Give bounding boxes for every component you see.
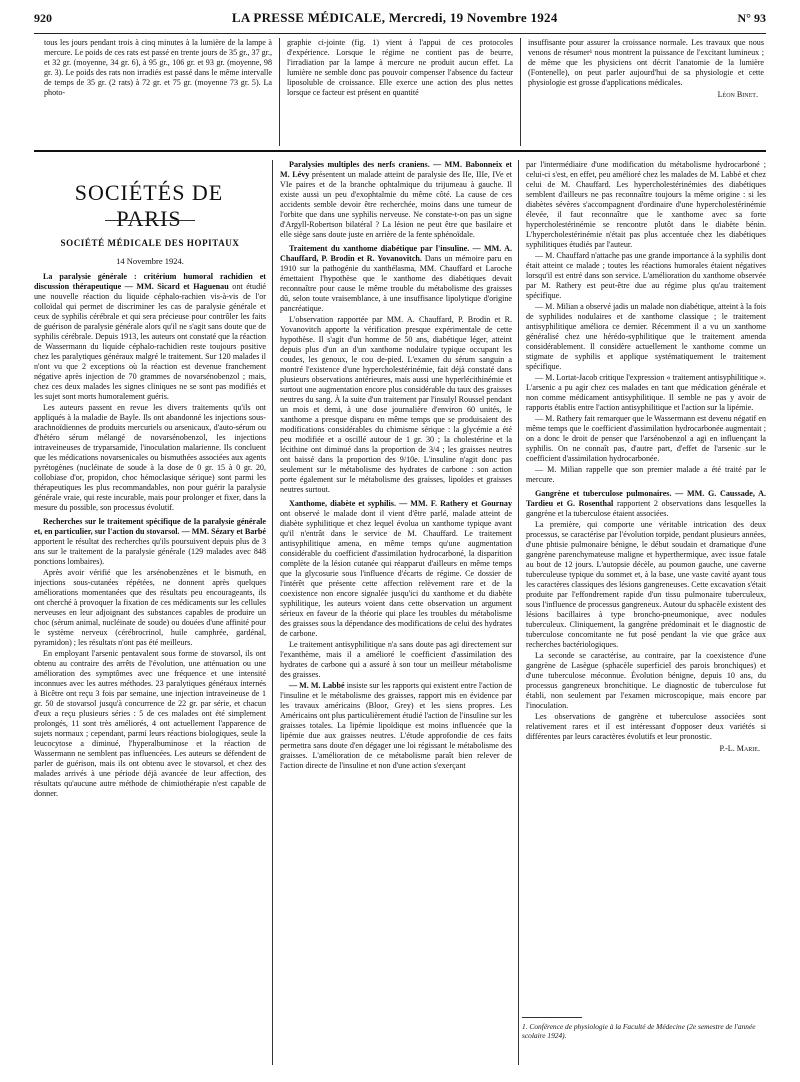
article-text: ont étudié une nouvelle réaction du liquide céphalo-rachien vis-à-vis de l'or colloïdal qui permet de discriminer les cas de paralysie générale et ceux de syphilis cérébrale et qui sera précieuse pour contrôler les faits de guérison de paralysie générale alors qu'il ne s'agit sans doute que de syphilis cérébrale. Depuis 1913, les auteurs ont constaté que la réaction de Wassermann du liquide céphalo-rachidien reste toujours positive chez les paralytiques généraux malgré le traitement. Sur 120 malades il n'ont vu que 2 exceptions où la réaction est devenue franchement négative après injection de 70 grammes de novarsénobenzol ; mais, chez ces deux malades les signes cliniques ne se sont pas modifiés et les sujet sont morts humoralement guéris. bbox=[34, 282, 266, 401]
author-signature: Léon Binet. bbox=[717, 90, 758, 99]
society-name: SOCIÉTÉ MÉDICALE DES HOPITAUX bbox=[60, 238, 240, 248]
author-signature: P.-L. Marie. bbox=[719, 744, 760, 753]
article-gangrene-tuberculose bbox=[526, 489, 766, 519]
article-paragraph: Les auteurs passent en revue les divers traitements qu'ils ont appliqués à la maladie de Bayle. Ils ont abandonné les injections sous-arachnoïdiennes de produits mercuriels ou arsenicaux, d'auto-sérum ou d'hétéro sérum mélangé de novarsénobenzol, les injections intraveineuses de tryparsamide, l'inoculation malarienne. Ils concluent que les médications novarsenicales ou bismuthées associées aux agents pyrétogènes (nucléinate de soude à la dose de 0 gr. 15 à 0 gr. 20, collobiase d'or, propidon, choc hémoclasique sérique) sont parmi les thérapeutiques les plus recommandables, non pour guérir la paralysie générale vraie, qui reste incurable, mais pour prolonger et fixer, dans la mesure du possible, son processus évolutif. bbox=[34, 403, 266, 512]
header-rule bbox=[34, 33, 766, 34]
article-text: apportent le résultat des recherches qu'ils poursuivent depuis plus de 3 ans sur le traitement de la paralysie générale (129 malades avec 848 ponctions lombaires). bbox=[34, 537, 266, 566]
top-col1-text: tous les jours pendant trois à cinq minutes à la lumière de la lampe à mercure. Le poids de ces rats est passé en trente jours de 35 gr., 37 gr., et 32 gr. (moyenne, 34 gr. 6), à 95 gr., 106 gr. et 93 gr. (moyenne, 98 gr. 3). Le poids des rats non irradiés est passé dans le même intervalle de temps de 35 gr. (2 rats) à 72 gr. et 75 gr. (moyenne 73 gr. 5). La photo- bbox=[44, 38, 272, 97]
article-text: Dans un mémoire paru en 1910 sur la pathogénie du xanthélasma, MM. Chauffard et Laroche émettaient l'hypothèse que le xanthome des diabétiques devait reconnaître pour cause le même trouble du métabolisme des graisses dû, selon toute vraisemblance, à une insuffisance lipolytique d'origine pancréatique. bbox=[280, 254, 512, 313]
article-paragraph: Les observations de gangrène et tuberculose associées sont relativement rares et il est intéressant d'opposer deux variétés si différentes par leurs caractères évolutifs et leur pronostic. bbox=[526, 712, 766, 741]
session-date: 14 Novembre 1924. bbox=[116, 256, 184, 266]
column-divider bbox=[279, 38, 280, 146]
left-column bbox=[34, 272, 266, 1072]
top-col3-text: insuffisante pour assurer la croissance normale. Les travaux que nous venons de résumer¹ nous montrent la puissance de l'excitant lumineux ; de même que les physiciens ont décrit l'anatomie de la lumière (Fontenelle), on peut parler aujourd'hui de sa physiologie et cette physiologie est grosse d'applications médicales. bbox=[528, 38, 764, 87]
page-number: 920 bbox=[34, 11, 52, 25]
article-text: rapportent 2 observations dans lesquelles la gangrène et la tuberculose étaient associées. bbox=[526, 499, 766, 518]
section-title: SOCIÉTÉS DE PARIS bbox=[74, 180, 224, 231]
article-paragraph: La première, qui comporte une véritable intrication des deux processus, se caractérise par l'évolution torpide, pendant plusieurs années, d'une phtisie pulmonaire bénigne, le début soudain et dramatique d'une gangrène parenchymateuse maligne et hyperthermique, avec issue fatale au bout de 12 jours. L'autopsie décèle, au poumon gauche, une caverne tuberculeuse typique du sommet et, à la base, une vaste cavité ayant tous les caractères classiques des lésions gangreneuses. Cette excavation s'était produite par l'effondrement rapide d'un tissu pulmonaire tuberculeux, sous l'influence de processus gangreneux. Autour du sphacèle existent des lésions bacillaires à type broncho-pneumonique, avec nodules tuberculeux. Cliniquement, la gangrène prédominait et le diagnostic de tuberculose concomitante ne fut posé pendant la vie que grâce aux recherches bactériologiques. bbox=[526, 520, 766, 649]
article-xanthome-syphilis bbox=[280, 499, 512, 639]
article-text: insiste sur les rapports qui existent entre l'action de l'insuline et le métabolisme des graisses, rapport mis en évidence par les travaux américains (Bloor, Grey) et les siens propres. Les Américains ont plus particulièrement étudié l'action de l'insuline sur les graisses totales. La lipémie lipoïdique est moins influencée que la lipémie due aux graisses neutres. L'étude approfondie de ces faits permettra sans doute d'en dégager une loi régissant le métabolisme des graisses. L'amélioration de ce métabolisme paraît bien relever de l'action directe de l'insuline et non d'une action s'exerçant bbox=[280, 681, 512, 770]
footnote bbox=[522, 1022, 766, 1040]
issue-number: N° 93 bbox=[737, 11, 766, 25]
section-rule bbox=[34, 150, 766, 152]
article-paragraph: Le traitement antisyphilitique n'a sans doute pas agi directement sur l'exanthème, mais il a amélioré le coefficient d'assimilation des hydrates de carbone qui a assuré à son tour un meilleur métabolisme des graisses. bbox=[280, 640, 512, 679]
article-paragraph: En employant l'arsenic pentavalent sous forme de stovarsol, ils ont obtenu au contraire des arrêts de l'évolution, une atténuation ou une amélioration des symptômes avec une fréquence et une intensité inconnues avec les autres méthodes. 23 paralytiques généraux internés à Bicêtre ont reçu 3 fois par semaine, une injection intraveineuse de 1 gr. 50 de stovarsol jusqu'à concurrence de 22 gr. par série, et chacun d'eux a reçu plusieurs séries : 5 de ces malades ont été simplement prolongés, 11 sont très améliorés, 4 ont actuellement l'apparence de sujets normaux ; cependant, parmi leurs réactions biologiques, seule la leucocytose a diminué, l'hyperalbuminose et la réaction de Wassermann ne semblent pas influencées. Les auteurs se défendent de parler de guérison, mais ils ont obtenu avec le stovarsol, et chez des malades arrivés à une période déjà avancée de leur affection, des résultats qu'aucune autre méthode de chimiothérapie n'est capable de donner. bbox=[34, 649, 266, 798]
article-nerfs-craniens bbox=[280, 160, 512, 240]
right-column bbox=[526, 160, 766, 1012]
column-divider bbox=[520, 38, 521, 146]
title-rule bbox=[105, 220, 195, 221]
article-heading: Xanthome, diabète et syphilis. — MM. F. Rathery et Gournay bbox=[289, 499, 512, 508]
top-column-1 bbox=[44, 38, 272, 146]
article-paragraph: — M. Milian a observé jadis un malade non diabétique, atteint à la fois de syphilides nodulaires et de xanthome classique ; le traitement antisyphilitique améliora ce dernier. Récemment il a vu un xanthome généralisé chez une hérédo-syphilitique que le traitement amenda considérablement. Il considère actuellement le xanthome comme un stigmate de syphilis et applique systématiquement le traitement spécifique. bbox=[526, 302, 766, 371]
journal-title: LA PRESSE MÉDICALE, Mercredi, 19 Novembre 1924 bbox=[231, 10, 558, 25]
top-col2-text: graphie ci-jointe (fig. 1) vient à l'appui de ces protocoles d'expérience. Lorsque le régime ne contient pas de beurre, l'irradiation par la lampe à mercure ne produit aucun effet. La lumière ne semble donc pas pouvoir compenser l'absence du facteur liposoluble de croissance. Elle exerce une action des plus nettes lorsque ce facteur est présent en quantité bbox=[287, 38, 513, 97]
article-paragraph: La seconde se caractérise, au contraire, par la coexistence d'une gangrène de Lasègue (sphacèle superficiel des parois bronchiques) et d'une tuberculose méconnue. Évolution bénigne, depuis 10 ans, du processus gangreneux bronchitique. Le diagnostic de tuberculose fut établi, non seulement par l'examen microscopique, mais encore par l'inoculation. bbox=[526, 651, 766, 710]
article-heading: La paralysie générale : critérium humoral rachidien et discussion thérapeutique — MM. Sicard et Haguenau bbox=[34, 272, 266, 291]
article-paragraph: L'observation rapportée par MM. A. Chauffard, P. Brodin et R. Yovanovitch apporte la vérification presque expérimentale de cette hypothèse. Il s'agit d'un homme de 50 ans, diabétique léger, atteint depuis plus d'un an d'un xanthome nodulaire typique occupant les coudes, les genoux, le cou de-pied. L'examen du sérum sanguin a montré l'existence d'une hypercholestérinémie, fait déjà constaté dans plusieurs observations antérieures, mais aussi une hyperlécithinémie et surtout une augmentation encore plus considérable du taux des graisses neutres du sang. À la suite d'un traitement par l'insulyl Roussel pendant un mois et demi, à une dose journalière d'environ 60 unités, le xanthome a presque disparu en même temps que se produisaient des modifications considérables du chimisme sérique : la glycémie a été peu modifiée et a oscillé autour de 1 gr. 30 ; la cholestérine et la lécithine ont diminué dans la proportion de 3/4 ; les graisses neutres ont baissé dans la proportion des 9/10e. L'insuline n'agit donc pas seulement sur le métabolisme des hydrates de carbone : son action porte également sur le métabolisme des graisses, lipoïdes et graisses neutres surtout. bbox=[280, 315, 512, 494]
middle-column bbox=[280, 160, 512, 1072]
article-paralysie-generale bbox=[34, 272, 266, 402]
article-paragraph: Après avoir vérifié que les arsénobenzènes et le bismuth, en injections sous-cutanées répétées, ne donnent après quelques améliorations momentanées que des résultats peu encourageants, ils ont cherché à provoquer la fixation de ces médicaments sur les cellules nerveuses en leur adjoignant des substances capables de produire un choc (sérum animal, nucléinate de soude) ou douées d'une affinité pour le système nerveux (cérébrocrinol, huile camphrée, gardénal, pyramidon) ; les résultats n'ont pas été meilleurs. bbox=[34, 568, 266, 647]
speaker-name: — M. M. Labbé bbox=[289, 681, 345, 690]
article-xanthome-insuline bbox=[280, 244, 512, 314]
article-stovarsol bbox=[34, 517, 266, 567]
column-divider bbox=[518, 160, 519, 1065]
article-text: présentent un malade atteint de paralysie des IIe, IIIe, IVe et VIe paires et de la branche ophtalmique du trijumeau à gauche. Il existe aussi un peu d'exophtalmie du même côté. La cause de ces accidents semble devoir être recherchée, moins dans une tumeur de l'orbite que dans une syphilis nerveuse. Ne constate-t-on pas un signe d'Argyll-Robertson bilatéral ? La lésion ne peut être que basilaire et elle siège sans doute juste en arrière de la fente sphénoïdale. bbox=[280, 170, 512, 239]
article-paragraph: — M. Rathery fait remarquer que le Wassermann est devenu négatif en même temps que le coefficient d'assimilation hydrocarbonée augmentait ; on a donc le droit de penser que l'arsénobenzol a agi en influençant la syphilis. On ne connaît pas, d'autre part, d'effet de l'arsenic sur le coefficient d'assimilation hydrocarbonée. bbox=[526, 414, 766, 463]
footnote-rule bbox=[522, 1017, 582, 1018]
article-heading: Recherches sur le traitement spécifique de la paralysie générale et, en particulier, sur l'action du stovarsol. — MM. Sézary et Barbé bbox=[34, 517, 266, 536]
article-discussion-labbe bbox=[280, 681, 512, 771]
top-column-3 bbox=[528, 38, 764, 146]
page-header bbox=[34, 10, 766, 30]
article-heading: Gangrène et tuberculose pulmonaires. — MM. G. Caussade, A. Tardieu et G. Rosenthal bbox=[526, 489, 766, 508]
article-text: ont observé le malade dont il vient d'être parlé, malade atteint de diabète syphilitique et chez lequel évolua un xanthome typique avant qu'il n'entrât dans le service de M. Chauffard. Le traitement antisyphilitique amena, en même temps qu'une augmentation considérable du coefficient d'assimilation hydrocarboné, la disparition complète de la lésion cutanée qui réapparut d'ailleurs en même temps que la glycosurie sous l'influence d'écarts de régime. Ce dossier de l'intérêt que présente cette affection relèvement rare et de la coexistence non encore signalée jusqu'ici du xanthome et du diabète syphilitique, les auteurs voient dans cette observation un argument sérieux en faveur de la théorie qui place les troubles du métabolisme des graisses sous la dépendance des modifications de celui des hydrates de carbone. bbox=[280, 509, 512, 638]
article-paragraph: — M. Chauffard n'attache pas une grande importance à la syphilis dont était atteint ce malade ; toutes les réactions humorales étaient négatives lorsqu'il est entré dans son service. L'amélioration du xanthome observée par M. Rathery est peut-être due au régime plus qu'au traitement spécifique. bbox=[526, 251, 766, 300]
column-divider bbox=[272, 160, 273, 1065]
article-paragraph: — M. Lortat-Jacob critique l'expression « traitement antisyphilitique ». L'arsenic a pu agir chez ces malades en tant que médication générale et non comme médicament antisyphilitique. Il semble ne pas y avoir de rapports établis entre l'action antisyphilitique et l'action sur la lipémie. bbox=[526, 373, 766, 412]
top-column-2 bbox=[287, 38, 513, 146]
article-heading: Traitement du xanthome diabétique par l'insuline. — MM. A. Chauffard, P. Brodin et R. Yovanovitch. bbox=[280, 244, 512, 263]
article-paragraph: par l'intermédiaire d'une modification du métabolisme hydrocarboné ; celui-ci s'est, en effet, peu amélioré chez les malades de M. Labbé et chez celui de M. Chauffard. Les hypercholestérinémies des diabétiques semblent d'ailleurs ne pas reconnaître toujours la même origine : si les diabètes sévères s'accompagnent d'ordinaire d'une hypercholestérinémie élevée, il faut reconnaître que le xanthome avec sa forte hypercholestérinémie se rencontre plutôt dans le diabète bénin. L'hypercholestérinémie n'était pas plus accentuée chez les diabétiques syphilitiques étudiés par l'auteur. bbox=[526, 160, 766, 249]
article-paragraph: — M. Milian rappelle que son premier malade a été traité par le mercure. bbox=[526, 465, 766, 484]
footnote-text: 1. Conférence de physiologie à la Faculté de Médecine (2e semestre de l'année scolaire 1924). bbox=[522, 1022, 756, 1040]
article-heading: Paralysies multiples des nerfs craniens. — MM. Babonneix et M. Lévy bbox=[280, 160, 512, 179]
